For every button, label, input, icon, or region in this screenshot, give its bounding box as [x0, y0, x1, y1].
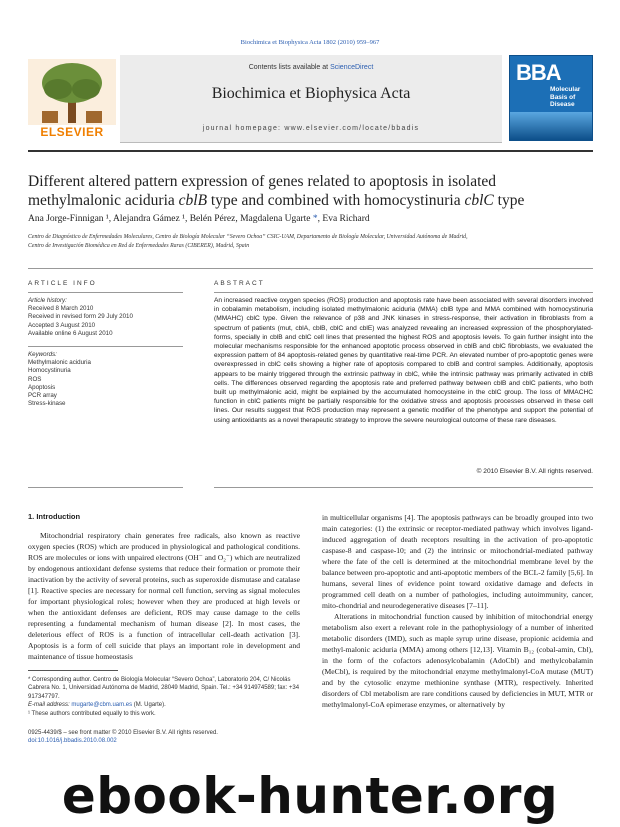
cover-subtitle-line: Basis of [550, 93, 576, 101]
header-rule [28, 150, 593, 152]
corresponding-author-mark[interactable]: * [312, 214, 318, 224]
abstract-text: An increased reactive oxygen species (ROS) production and apoptosis rate have been associated with several disorders involved in cobalamin metabolism, including isolated methylmalonic aciduria (MMA) cblB type and MMA combined with homocystinuria (MMAHC) cblC type. Given the relevance of p38 and JNK kinases in stress-response, their activation in fibroblasts from a spectrum of patients (mut, cblA, cblB, cblC and cblE) was analyzed revealing an increased expression of the phosphorylated-forms, specially in cblB and cblC cell lines that presented the highest ROS and apoptosis levels. To gain further insight into the molecular mechanisms responsible for the enhanced apoptotic process observed in cblB and cblC fibroblasts, we evaluated the expression pattern of 84 apoptosis-related genes by quantitative real-time PCR. An elevated number of pro-apoptotic genes were overexpressed in cblC cells showing a higher rate of apoptosis compared to cblB and control samples. Additionally, apoptosis appears to be mainly triggered through the extrinsic pathway in cblC, while the intrinsic pathway was primarily activated in cblB cells. The differences observed regarding the apoptosis rate and preferred pathway between cblB and cblC patients, who both built up methylmalonic acid, might be explained by the accumulated homocysteine in the cblC group. The loss of MMACHC function in cblC patients might be partially responsible for the oxidative stress and apoptosis processes observed in these cell lines. Our results suggest that ROS production may represent a genetic modifier of the phenotype and support the potential of using antioxidants as a novel therapeutic strategy to improve the severe neurological outcome of these rare diseases. [214, 297, 593, 424]
email-note [28, 701, 300, 709]
history-item: Received in revised form 29 July 2010 [28, 313, 133, 321]
info-end-divider [28, 487, 183, 488]
keywords [28, 351, 178, 408]
keywords-divider [28, 346, 183, 347]
keyword: Homocystinuria [28, 367, 71, 375]
title-text: type [493, 192, 525, 209]
title-line-2 [28, 191, 588, 210]
elsevier-tree-icon [28, 59, 116, 125]
title-italic: cblB [178, 192, 208, 209]
article-title [28, 172, 588, 210]
article-info-heading: ARTICLE INFO [28, 280, 97, 287]
keyword: ROS [28, 375, 42, 383]
journal-homepage-link[interactable]: journal homepage: www.elsevier.com/locate/bbadis [202, 125, 420, 132]
email-suffix: (M. Ugarte). [132, 702, 166, 709]
keyword: Methylmalonic aciduria [28, 359, 91, 367]
journal-header [28, 55, 593, 143]
history-label: Article history: [28, 297, 67, 304]
footnote-rule [28, 670, 118, 671]
journal-citation[interactable]: Biochimica et Biophysica Acta 1802 (2010) 959–967 [240, 39, 380, 46]
info-divider [28, 292, 183, 293]
history-item: Accepted 3 August 2010 [28, 321, 96, 329]
cover-subtitle [550, 86, 580, 109]
history-item: Available online 6 August 2010 [28, 329, 113, 337]
title-text: methylmalonic aciduria [28, 192, 179, 209]
title-italic: cblC [464, 192, 494, 209]
sciencedirect-link[interactable]: ScienceDirect [330, 64, 374, 71]
section-heading: 1. Introduction [28, 512, 81, 521]
elsevier-wordmark: ELSEVIER [40, 125, 104, 139]
corresponding-author-note: * Corresponding author. Centro de Biología Molecular “Severo Ochoa”, Laboratorio 204, C/ Nicolás Cabrera No. 1, Universidad Autónoma de Madrid, 28049 Madrid, Spain. Tel.: +34 914974589; fax: +34 917347797. [28, 677, 300, 700]
copyright: © 2010 Elsevier B.V. All rights reserved. [476, 468, 593, 475]
keyword: PCR array [28, 392, 57, 400]
keyword: Apoptosis [28, 383, 56, 391]
equal-contribution-note: ¹ These authors contributed equally to this work. [28, 710, 156, 717]
abstract-heading: ABSTRACT [214, 280, 265, 287]
elsevier-logo[interactable] [28, 59, 116, 139]
footnotes [28, 676, 300, 718]
journal-title: Biochimica et Biophysica Acta [211, 85, 411, 102]
abstract-end-divider [214, 487, 593, 488]
cover-subtitle-line: Molecular [550, 86, 581, 93]
history-item: Received 8 March 2010 [28, 305, 94, 313]
email-link[interactable]: mugarte@cbm.uam.es [71, 702, 133, 709]
author-list [28, 214, 588, 224]
cover-subtitle-line: Disease [550, 101, 575, 108]
authors-text: , Eva Richard [317, 214, 370, 224]
issn-block [28, 729, 300, 746]
title-text: type and combined with homocystinuria [207, 192, 465, 209]
email-label: E-mail address: [28, 702, 72, 709]
abstract-divider [214, 292, 593, 293]
keywords-label: Keywords: [28, 351, 57, 358]
body-column-left [28, 512, 300, 662]
keyword: Stress-kinase [28, 400, 66, 408]
journal-cover[interactable] [509, 55, 593, 141]
affiliation: Centro de Diagnóstico de Enfermedades Moleculares, Centro de Biología Molecular “Severo Ochoa” CSIC-UAM, Departamento de Biología Molecular, Universidad Autónoma de Madrid, [28, 234, 468, 240]
doi-link[interactable]: doi:10.1016/j.bbadis.2010.08.002 [28, 738, 117, 745]
contents-line [120, 64, 502, 71]
issn-line: 0925-4439/$ – see front matter © 2010 Elsevier B.V. All rights reserved. [28, 730, 218, 736]
title-line-1: Different altered pattern expression of genes related to apoptosis in isolated [28, 173, 497, 190]
affiliations [28, 233, 593, 250]
body-column-right [322, 512, 593, 710]
watermark: ebook-hunter.org [61, 767, 559, 825]
body-paragraph: Mitochondrial respiratory chain generates free radicals, also known as reactive oxygen species (ROS) which are produced in physiological and pathological conditions. ROS are molecules or ions with unpaired electrons (OH⁻ and O₂⁻) which are neutralized by endogenous antioxidant defense systems that reduce their formation or promote their inactivation by the activity of several proteins, such as superoxide dismutase and catalase [1]. Reactive species are necessary for normal cell function, serving as signal molecules for important physiological roles; however when they are produced at high levels or when the antioxidant defenses are deficient, ROS may cause damage to the cells representing a fundamental mechanism of human disease [2]. In most cases, the deleterious effect of ROS is a function of intracellular cell-death activation [3]. Apoptosis is a form of cell suicide that plays an important role in development and maintenance of tissue homeostasis [28, 531, 300, 661]
body-paragraph: in multicellular organisms [4]. The apoptosis pathways can be broadly grouped into two main categories: (1) the extrinsic or receptor-mediated pathway which involves ligand-induced aggregation of death receptors resulting in the activation of pro-apoptotic caspase-8 and caspase-10; and (2) the intrinsic or mitochondrial-mediated pathway where the fate of the cell is determined at the mitochondrial membrane level by the balance between pro-apoptotic and anti-apoptotic members of the BCL-2 family [5,6]. In humans, several lines of evidence point toward oxidative damage and defects in programmed cell death on a number of pathologies, including autoimmunity, cancer, mito-chondrial and neurodegenerative diseases [7–11]. [322, 513, 593, 610]
cover-title: BBA [516, 60, 561, 85]
cover-artwork [510, 112, 593, 140]
article-history [28, 297, 178, 338]
contents-prefix: Contents lists available at [248, 64, 329, 71]
authors-text: Ana Jorge-Finnigan ¹, Alejandra Gámez ¹, Belén Pérez, Magdalena Ugarte [28, 214, 313, 224]
body-paragraph: Alterations in mitochondrial function caused by inhibition of mitochondrial energy metabolism also exert a relevant role in the pathophysiology of a number of inherited metabolic disorders (IMD), such as maple syrup urine disease, propionic acidemia and methyl-malonic aciduria (MMA) among others [12,13]. Vitamin B₁₂ (cobal-amin, Cbl), in the form of the cofactors adenosylcobalamin (AdoCbl) and methylcobalamin (MeCbl), is required by the mitochondrial enzyme methylmalonyl-CoA mutase (MUT) and by the cytosolic enzyme methionine synthase (MTR), respectively. Inherited disorders of Cbl metabolism are rare conditions caused by deficiencies in MUT, MTR or methylmalonyl-CoA epimerase enzymes, or alternatively by [322, 612, 593, 709]
affiliation: Centro de Investigación Biomédica en Red de Enfermedades Raras (CIBERER), Madrid, Spain [28, 242, 250, 249]
journal-banner [120, 55, 502, 143]
section-divider [28, 268, 593, 269]
